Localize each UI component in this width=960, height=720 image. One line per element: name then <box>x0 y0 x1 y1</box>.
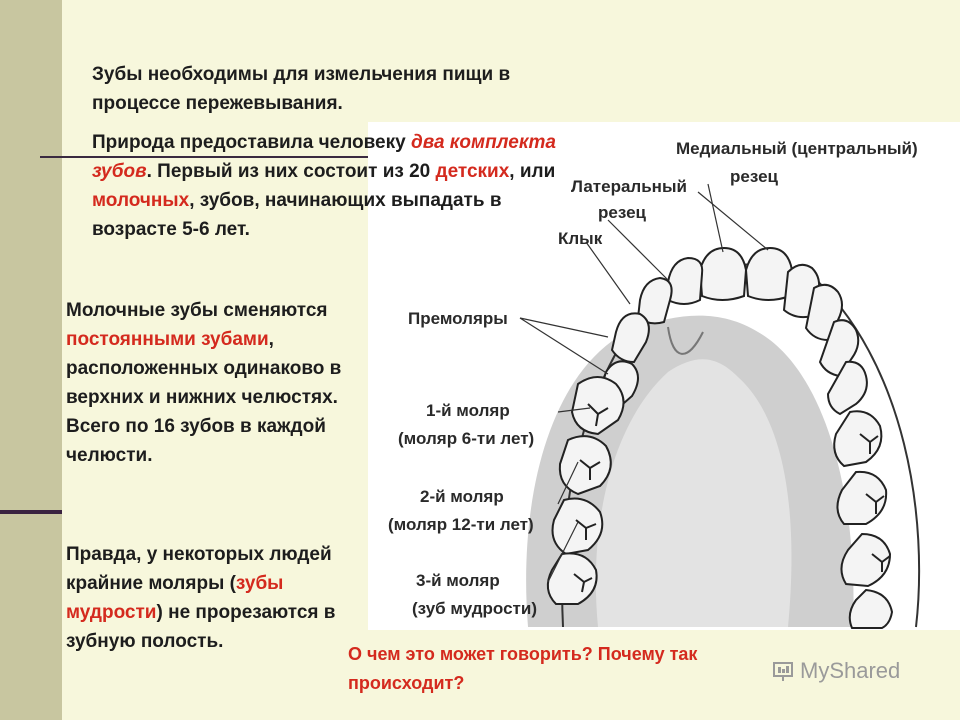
text-segment: . Первый из них состоит из 20 <box>146 161 436 182</box>
label-lateral-incisor-1: Латеральный <box>571 177 687 196</box>
slideshow-icon <box>772 660 794 682</box>
label-molar-3-note: (зуб мудрости) <box>412 599 537 618</box>
highlight-wisdom: зубы мудрости <box>66 573 284 623</box>
two-sets-paragraph <box>92 128 562 244</box>
text-segment: ) не прорезаются в зубную полость. <box>66 602 336 652</box>
highlight-children: детских <box>435 161 510 182</box>
text-segment: , зубов, начинающих выпадать в возрасте 5-6 лет. <box>92 190 502 240</box>
wisdom-teeth-paragraph <box>66 540 356 656</box>
label-lateral-incisor-2: резец <box>598 203 646 222</box>
label-molar-2-age: (моляр 12-ти лет) <box>388 515 534 534</box>
divider-line-bottom <box>0 510 62 514</box>
text-segment: Молочные зубы сменяются <box>66 300 328 321</box>
label-molar-2: 2-й моляр <box>420 487 504 506</box>
text-segment: Природа предоставила человеку <box>92 132 411 153</box>
label-molar-3: 3-й моляр <box>416 571 500 590</box>
label-premolars: Премоляры <box>408 309 508 328</box>
label-molar-1: 1-й моляр <box>426 401 510 420</box>
intro-paragraph: Зубы необходимы для измельчения пищи в процессе пережевывания. <box>92 64 511 114</box>
question-text: О чем это может говорить? Почему так происходит? <box>348 644 698 693</box>
label-medial-incisor-1: Медиальный (центральный) <box>676 139 918 158</box>
sidebar-strip <box>0 0 62 720</box>
text-segment: , или <box>509 161 556 182</box>
watermark-text: MyShared <box>800 658 901 683</box>
label-canine: Клык <box>558 229 603 248</box>
permanent-teeth-paragraph <box>66 296 366 470</box>
highlight-milk: молочных <box>92 190 190 211</box>
label-molar-1-age: (моляр 6-ти лет) <box>398 429 535 448</box>
highlight-permanent: постоянными зубами <box>66 329 269 350</box>
highlight-two-sets: два комплекта зубов <box>92 132 556 182</box>
text-segment: , расположенных одинаково в верхних и нижних челюстях. Всего по 16 зубов в каждой челюсти. <box>66 329 342 466</box>
text-segment: Правда, у некоторых людей крайние моляры ( <box>66 544 332 594</box>
watermark <box>772 658 900 684</box>
label-medial-incisor-2: резец <box>730 167 778 186</box>
